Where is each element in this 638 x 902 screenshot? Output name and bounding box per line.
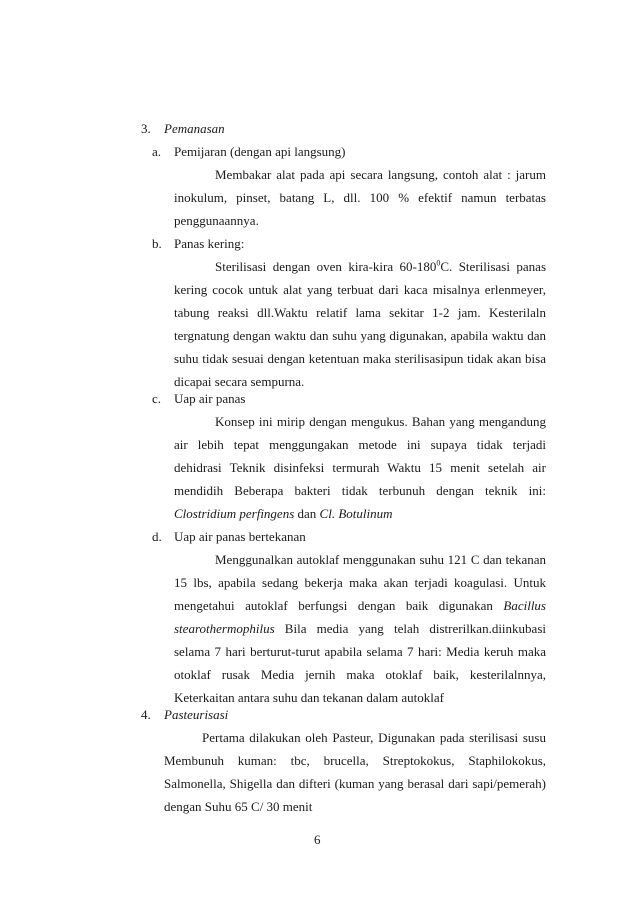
section-4-line-3: Salmonella, Shigella dan difteri (kuman yang berasal dari sapi/pemerah): [164, 776, 546, 791]
item-d-line-4: stearothermophilus Bila media yang telah distrerilkan.diinkubasi: [174, 621, 546, 636]
section-3-title: Pemanasan: [164, 121, 225, 136]
item-b-line-2: kering cocok untuk alat yang terbuat dari kaca misalnya erlenmeyer,: [174, 282, 546, 297]
item-c-line-3: dehidrasi Teknik disinfeksi termurah Waktu 15 menit setelah air: [174, 460, 546, 475]
item-a-label: a.: [152, 144, 162, 159]
item-a-title: Pemijaran (dengan api langsung): [174, 144, 346, 159]
item-c-line-5: Clostridium perfingens dan Cl. Botulinum: [174, 506, 393, 521]
item-a-line-1: Membakar alat pada api secara langsung, contoh alat : jarum: [215, 167, 546, 182]
section-4-number: 4.: [141, 707, 151, 722]
item-c-label: c.: [152, 391, 162, 406]
section-4-line-1: Pertama dilakukan oleh Pasteur, Digunakan pada sterilisasi susu: [202, 730, 546, 745]
section-4-line-2: Membunuh kuman: tbc, brucella, Streptokokus, Staphilokokus,: [164, 753, 546, 768]
item-d-line-5: selama 7 hari berturut-turut apabila selama 7 hari: Media keruh maka: [174, 644, 546, 659]
item-c-line-2: air lebih tepat menggungakan metode ini supaya tidak terjadi: [174, 437, 546, 452]
item-d-line-2: 15 lbs, apabila sedang bekerja maka akan terjadi koagulasi. Untuk: [174, 575, 546, 590]
item-b-line-5: suhu tidak sesuai dengan ketentuan maka sterilisasipun tidak akan bisa: [174, 351, 546, 366]
section-3-number: 3.: [141, 121, 151, 136]
item-b-label: b.: [152, 236, 162, 251]
item-b-line-1: Sterilisasi dengan oven kira-kira $60-180^0C$. Sterilisasi panas: [215, 258, 546, 274]
section-4-line-4: dengan Suhu 65 C/ 30 menit: [164, 799, 313, 814]
item-a-line-3: penggunaannya.: [174, 213, 259, 228]
item-c-line-4: mendidih Beberapa bakteri tidak terbunuh dengan teknik ini:: [174, 483, 546, 498]
item-d-label: d.: [152, 529, 162, 544]
item-b-title: Panas kering:: [174, 236, 245, 251]
item-d-line-7: Keterkaitan antara suhu dan tekanan dalam autoklaf: [174, 690, 444, 705]
item-d-line-6: otoklaf rusak Media jernih maka otoklaf baik, kesterilalnnya,: [174, 667, 546, 682]
item-a-line-2: inokulum, pinset, batang L, dll. 100 % efektif namun terbatas: [174, 190, 546, 205]
page-number: 6: [314, 832, 321, 847]
item-b-line-6: dicapai secara sempurna.: [174, 374, 305, 389]
item-b-line-3: tabung reaksi dll.Waktu relatif lama sekitar 1-2 jam. Kesterilaln: [174, 305, 546, 320]
item-b-line-4: tergnatung dengan waktu dan suhu yang digunakan, apabila waktu dan: [174, 328, 546, 343]
item-c-title: Uap air panas: [174, 391, 246, 406]
item-d-line-3: mengetahui autoklaf berfungsi dengan baik digunakan Bacillus: [174, 598, 546, 613]
item-c-line-1: Konsep ini mirip dengan mengukus. Bahan yang mengandung: [215, 414, 546, 429]
section-4-title: Pasteurisasi: [164, 707, 229, 722]
item-d-title: Uap air panas bertekanan: [174, 529, 306, 544]
item-d-line-1: Menggunalkan autoklaf menggunakan suhu 121 C dan tekanan: [215, 552, 546, 567]
